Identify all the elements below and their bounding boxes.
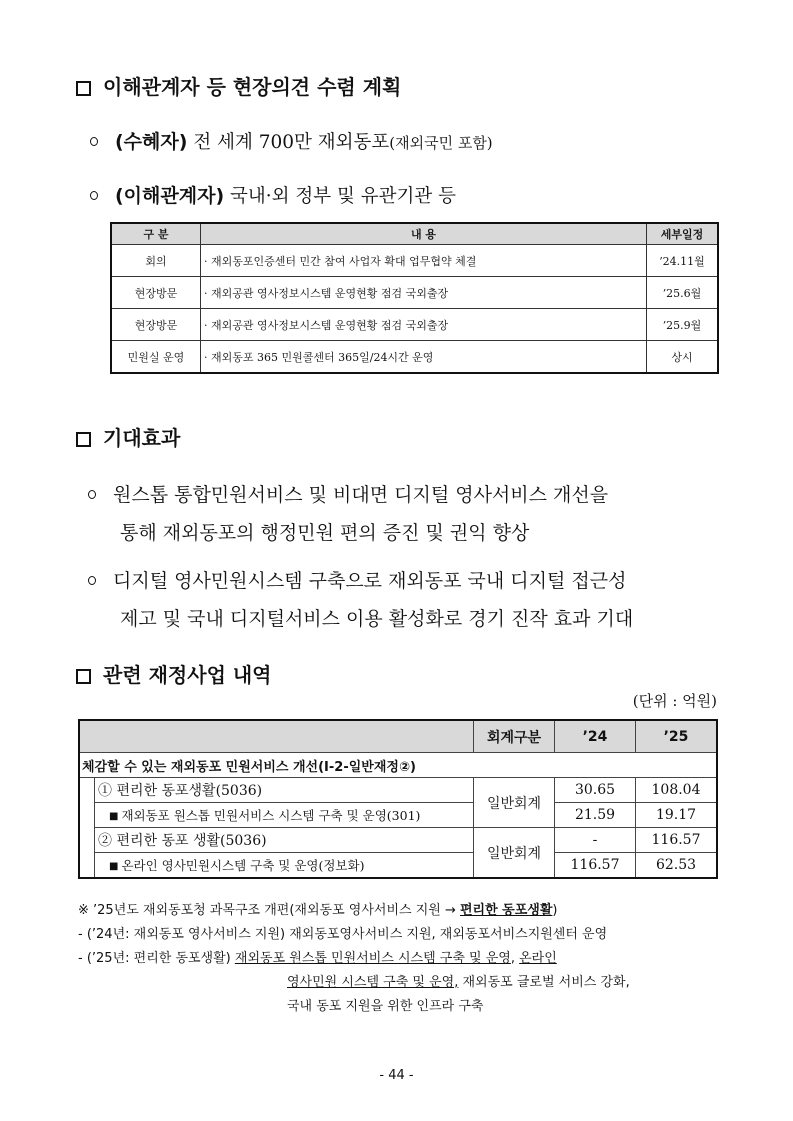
cell-type: 현장방문 <box>111 309 201 341</box>
header-blank <box>79 720 474 753</box>
circle-bullet-icon <box>90 137 98 146</box>
unit-label: (단위 : 억원) <box>632 692 717 710</box>
cell-2025: 19.17 <box>636 803 718 828</box>
budget-table <box>78 719 718 879</box>
table-row <box>79 853 717 879</box>
cell-2025: 62.53 <box>636 853 718 879</box>
cell-date: ’24.11월 <box>647 245 719 277</box>
budget-group-row <box>79 753 717 778</box>
checkbox-square-icon <box>76 432 91 447</box>
square-bullet-icon: ■ <box>109 861 119 872</box>
cell-2024: 30.65 <box>555 778 636 803</box>
budget-table-header <box>79 720 717 753</box>
table-row <box>79 778 717 803</box>
section-heading-stakeholders: 이해관계자 등 현장의견 수렴 계획 <box>76 75 401 99</box>
cell-content: · 재외공관 영사정보시스템 운영현황 점검 국외출장 <box>201 309 647 341</box>
header-2024: ’24 <box>555 720 636 753</box>
note-2025-cont1: 영사민원 시스템 구축 및 운영, 재외동포 글로벌 서비스 강화, <box>287 975 630 990</box>
header-account: 회계구분 <box>474 720 555 753</box>
cell-content: · 재외동포 365 민원콜센터 365일/24시간 운영 <box>201 341 647 374</box>
cell-date: ’25.6월 <box>647 277 719 309</box>
square-bullet-icon: ■ <box>109 811 119 822</box>
effect-paragraph-1: 원스톱 통합민원서비스 및 비대면 디지털 영사서비스 개선을 통해 재외동포의 행정민원 편의 증진 및 권익 향상 <box>88 476 608 552</box>
cell-account: 일반회계 <box>474 828 555 879</box>
cell-subprogram: ■ 온라인 영사민원시스템 구축 및 운영(정보화) <box>95 853 474 879</box>
cell-content: · 재외동포인증센터 민간 참여 사업자 확대 업무협약 체결 <box>201 245 647 277</box>
cell-program: ② 편리한 동포 생활(5036) <box>95 828 474 853</box>
bullet-beneficiary <box>90 129 493 156</box>
cell-2024: - <box>555 828 636 853</box>
cell-2025: 108.04 <box>636 778 718 803</box>
cell-date: 상시 <box>647 341 719 374</box>
checkbox-square-icon <box>76 669 91 684</box>
cell-content: · 재외공관 영사정보시스템 운영현황 점검 국외출장 <box>201 277 647 309</box>
checkbox-square-icon <box>76 81 91 96</box>
cell-date: ’25.9월 <box>647 309 719 341</box>
stakeholder-text: 국내·외 정부 및 유관기관 등 <box>224 186 457 207</box>
section-heading-effects: 기대효과 <box>76 426 180 450</box>
circle-bullet-icon <box>88 490 96 499</box>
circle-bullet-icon <box>90 191 98 200</box>
beneficiary-paren: (재외국민 포함) <box>389 134 493 152</box>
cell-type: 현장방문 <box>111 277 201 309</box>
circle-bullet-icon <box>88 576 96 585</box>
table-row <box>79 828 717 853</box>
header-content: 내 용 <box>201 223 647 245</box>
cell-type: 회의 <box>111 245 201 277</box>
bullet-stakeholder <box>90 183 456 210</box>
cell-2024: 116.57 <box>555 853 636 879</box>
table-row <box>111 341 718 374</box>
cell-2024: 21.59 <box>555 803 636 828</box>
table-row <box>79 803 717 828</box>
beneficiary-text: 전 세계 700만 재외동포 <box>187 132 390 153</box>
page-number: - 44 - <box>379 1068 414 1083</box>
table-row <box>111 309 718 341</box>
header-2025: ’25 <box>636 720 718 753</box>
note-2025-cont2: 국내 동포 지원을 위한 인프라 구축 <box>287 999 484 1014</box>
note-2025: - (’25년: 편리한 동포생활) 재외동포 원스톱 민원서비스 시스템 구축 및 운영, 온라인 <box>78 951 557 966</box>
section-heading-budget: 관련 재정사업 내역 <box>76 663 272 687</box>
cell-type: 민원실 운영 <box>111 341 201 374</box>
stakeholder-label: (이해관계자) <box>115 185 225 207</box>
cell-program: ① 편리한 동포생활(5036) <box>95 778 474 803</box>
table-row <box>111 245 718 277</box>
effect-paragraph-2: 디지털 영사민원시스템 구축으로 재외동포 국내 디지털 접근성 제고 및 국내 디지털서비스 이용 활성화로 경기 진작 효과 기대 <box>88 562 633 638</box>
header-type: 구 분 <box>111 223 201 245</box>
note-restructure: ※ ’25년도 재외동포청 과목구조 개편(재외동포 영사서비스 지원 → 편리한 동포생활) <box>78 903 558 918</box>
table-row <box>111 277 718 309</box>
cell-2025: 116.57 <box>636 828 718 853</box>
plan-table-header <box>111 223 718 245</box>
cell-subprogram: ■ 재외동포 원스톱 민원서비스 시스템 구축 및 운영(301) <box>95 803 474 828</box>
budget-group-title: 체감할 수 있는 재외동포 민원서비스 개선(Ⅰ-2-일반재정②) <box>79 753 717 778</box>
beneficiary-label: (수혜자) <box>115 131 188 153</box>
cell-account: 일반회계 <box>474 778 555 828</box>
plan-table <box>110 222 719 374</box>
header-schedule: 세부일정 <box>647 223 719 245</box>
note-2024: - (’24년: 재외동포 영사서비스 지원) 재외동포영사서비스 지원, 재외동포서비스지원센터 운영 <box>78 927 608 942</box>
indent-cell <box>79 778 95 879</box>
